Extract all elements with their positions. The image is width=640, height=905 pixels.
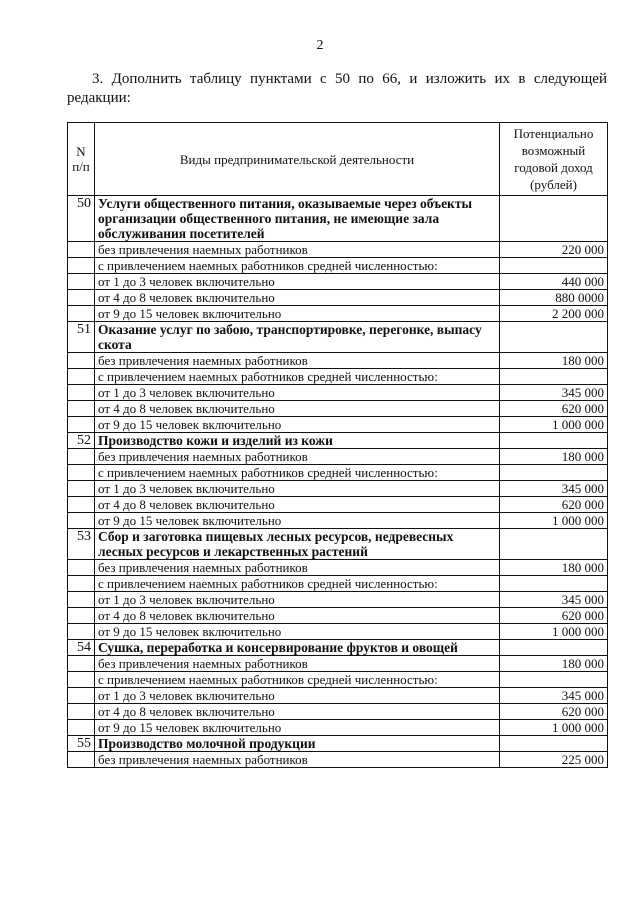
row-value: 220 000: [500, 242, 608, 258]
row-number-cell: [68, 656, 95, 672]
table-row: [68, 306, 608, 322]
row-value: 2 200 000: [500, 306, 608, 322]
table-row: [68, 449, 608, 465]
table-row: [68, 672, 608, 688]
row-number-cell: [68, 752, 95, 768]
table-row: [68, 497, 608, 513]
row-label: с привлечением наемных работников средней численностью:: [95, 258, 500, 274]
group-title: Сушка, переработка и консервирование фруктов и овощей: [95, 640, 500, 656]
row-number-cell: [68, 465, 95, 481]
group-title: Производство молочной продукции: [95, 736, 500, 752]
row-number-cell: [68, 481, 95, 497]
row-label: от 1 до 3 человек включительно: [95, 592, 500, 608]
table-row: [68, 385, 608, 401]
group-value-cell: [500, 529, 608, 560]
row-label: от 4 до 8 человек включительно: [95, 608, 500, 624]
row-label: с привлечением наемных работников средней численностью:: [95, 369, 500, 385]
row-label: от 1 до 3 человек включительно: [95, 688, 500, 704]
row-label: от 1 до 3 человек включительно: [95, 481, 500, 497]
row-number-cell: [68, 417, 95, 433]
table-row: [68, 576, 608, 592]
row-number-cell: [68, 274, 95, 290]
table-body: [68, 196, 608, 768]
row-number-cell: [68, 449, 95, 465]
table-group-row: [68, 529, 608, 560]
group-value-cell: [500, 433, 608, 449]
header-income: Потенциально возможный годовой доход (рублей): [500, 123, 608, 196]
table-group-row: [68, 196, 608, 242]
table-row: [68, 513, 608, 529]
row-value: 180 000: [500, 449, 608, 465]
row-label: от 4 до 8 человек включительно: [95, 290, 500, 306]
group-value-cell: [500, 322, 608, 353]
row-number-cell: [68, 592, 95, 608]
table-group-row: [68, 640, 608, 656]
row-value: 440 000: [500, 274, 608, 290]
row-number-cell: [68, 513, 95, 529]
row-label: без привлечения наемных работников: [95, 353, 500, 369]
header-activity: Виды предпринимательской деятельности: [95, 123, 500, 196]
row-value: 1 000 000: [500, 624, 608, 640]
row-label: с привлечением наемных работников средней численностью:: [95, 672, 500, 688]
row-value: 180 000: [500, 560, 608, 576]
row-number-cell: [68, 369, 95, 385]
row-label: от 9 до 15 человек включительно: [95, 624, 500, 640]
row-label: без привлечения наемных работников: [95, 752, 500, 768]
row-value: 180 000: [500, 353, 608, 369]
group-number: 50: [68, 196, 95, 242]
table-group-row: [68, 433, 608, 449]
group-number: 51: [68, 322, 95, 353]
row-value: 1 000 000: [500, 513, 608, 529]
row-value: 345 000: [500, 385, 608, 401]
row-label: от 4 до 8 человек включительно: [95, 497, 500, 513]
row-value: [500, 258, 608, 274]
row-label: от 9 до 15 человек включительно: [95, 417, 500, 433]
row-number-cell: [68, 704, 95, 720]
row-number-cell: [68, 576, 95, 592]
row-label: с привлечением наемных работников средней численностью:: [95, 576, 500, 592]
row-number-cell: [68, 242, 95, 258]
group-title: Сбор и заготовка пищевых лесных ресурсов, недревесных лесных ресурсов и лекарственных растений: [95, 529, 500, 560]
income-table: [67, 122, 608, 768]
row-value: [500, 672, 608, 688]
row-label: с привлечением наемных работников средней численностью:: [95, 465, 500, 481]
table-header-row: [68, 123, 608, 196]
row-number-cell: [68, 560, 95, 576]
group-number: 55: [68, 736, 95, 752]
row-label: от 1 до 3 человек включительно: [95, 385, 500, 401]
row-label: от 9 до 15 человек включительно: [95, 513, 500, 529]
table-row: [68, 704, 608, 720]
row-value: 345 000: [500, 688, 608, 704]
table-row: [68, 274, 608, 290]
table-row: [68, 624, 608, 640]
row-number-cell: [68, 497, 95, 513]
table-row: [68, 688, 608, 704]
table-row: [68, 656, 608, 672]
table-row: [68, 592, 608, 608]
row-label: без привлечения наемных работников: [95, 560, 500, 576]
row-number-cell: [68, 290, 95, 306]
row-number-cell: [68, 385, 95, 401]
row-label: без привлечения наемных работников: [95, 656, 500, 672]
table-row: [68, 401, 608, 417]
row-number-cell: [68, 672, 95, 688]
row-number-cell: [68, 258, 95, 274]
row-value: 345 000: [500, 481, 608, 497]
row-label: от 9 до 15 человек включительно: [95, 720, 500, 736]
table-row: [68, 720, 608, 736]
row-value: 345 000: [500, 592, 608, 608]
table-row: [68, 417, 608, 433]
row-value: [500, 465, 608, 481]
row-value: 1 000 000: [500, 720, 608, 736]
table-row: [68, 465, 608, 481]
table-row: [68, 608, 608, 624]
row-number-cell: [68, 720, 95, 736]
table-row: [68, 481, 608, 497]
table-row: [68, 242, 608, 258]
row-value: 1 000 000: [500, 417, 608, 433]
row-value: 225 000: [500, 752, 608, 768]
group-number: 52: [68, 433, 95, 449]
table-row: [68, 258, 608, 274]
row-label: от 9 до 15 человек включительно: [95, 306, 500, 322]
row-value: 620 000: [500, 497, 608, 513]
table-group-row: [68, 322, 608, 353]
group-number: 53: [68, 529, 95, 560]
row-number-cell: [68, 306, 95, 322]
group-title: Оказание услуг по забою, транспортировке, перегонке, выпасу скота: [95, 322, 500, 353]
table-row: [68, 353, 608, 369]
group-value-cell: [500, 196, 608, 242]
row-value: 620 000: [500, 608, 608, 624]
row-number-cell: [68, 608, 95, 624]
row-number-cell: [68, 624, 95, 640]
table-row: [68, 752, 608, 768]
header-number: N п/п: [68, 123, 95, 196]
group-value-cell: [500, 736, 608, 752]
row-value: 880 0000: [500, 290, 608, 306]
table-group-row: [68, 736, 608, 752]
table-row: [68, 560, 608, 576]
row-label: без привлечения наемных работников: [95, 242, 500, 258]
intro-paragraph: 3. Дополнить таблицу пунктами с 50 по 66, и изложить их в следующей редакции:: [67, 71, 607, 106]
row-value: 620 000: [500, 401, 608, 417]
group-value-cell: [500, 640, 608, 656]
table-row: [68, 290, 608, 306]
row-value: [500, 369, 608, 385]
row-value: [500, 576, 608, 592]
page-number: 2: [316, 38, 324, 53]
row-number-cell: [68, 688, 95, 704]
row-number-cell: [68, 401, 95, 417]
row-label: от 4 до 8 человек включительно: [95, 704, 500, 720]
group-number: 54: [68, 640, 95, 656]
row-value: 180 000: [500, 656, 608, 672]
row-value: 620 000: [500, 704, 608, 720]
row-label: от 1 до 3 человек включительно: [95, 274, 500, 290]
table-row: [68, 369, 608, 385]
group-title: Производство кожи и изделий из кожи: [95, 433, 500, 449]
row-label: от 4 до 8 человек включительно: [95, 401, 500, 417]
group-title: Услуги общественного питания, оказываемые через объекты организации общественного питания, не имеющие зала обслуживания посетителей: [95, 196, 500, 242]
row-label: без привлечения наемных работников: [95, 449, 500, 465]
row-number-cell: [68, 353, 95, 369]
